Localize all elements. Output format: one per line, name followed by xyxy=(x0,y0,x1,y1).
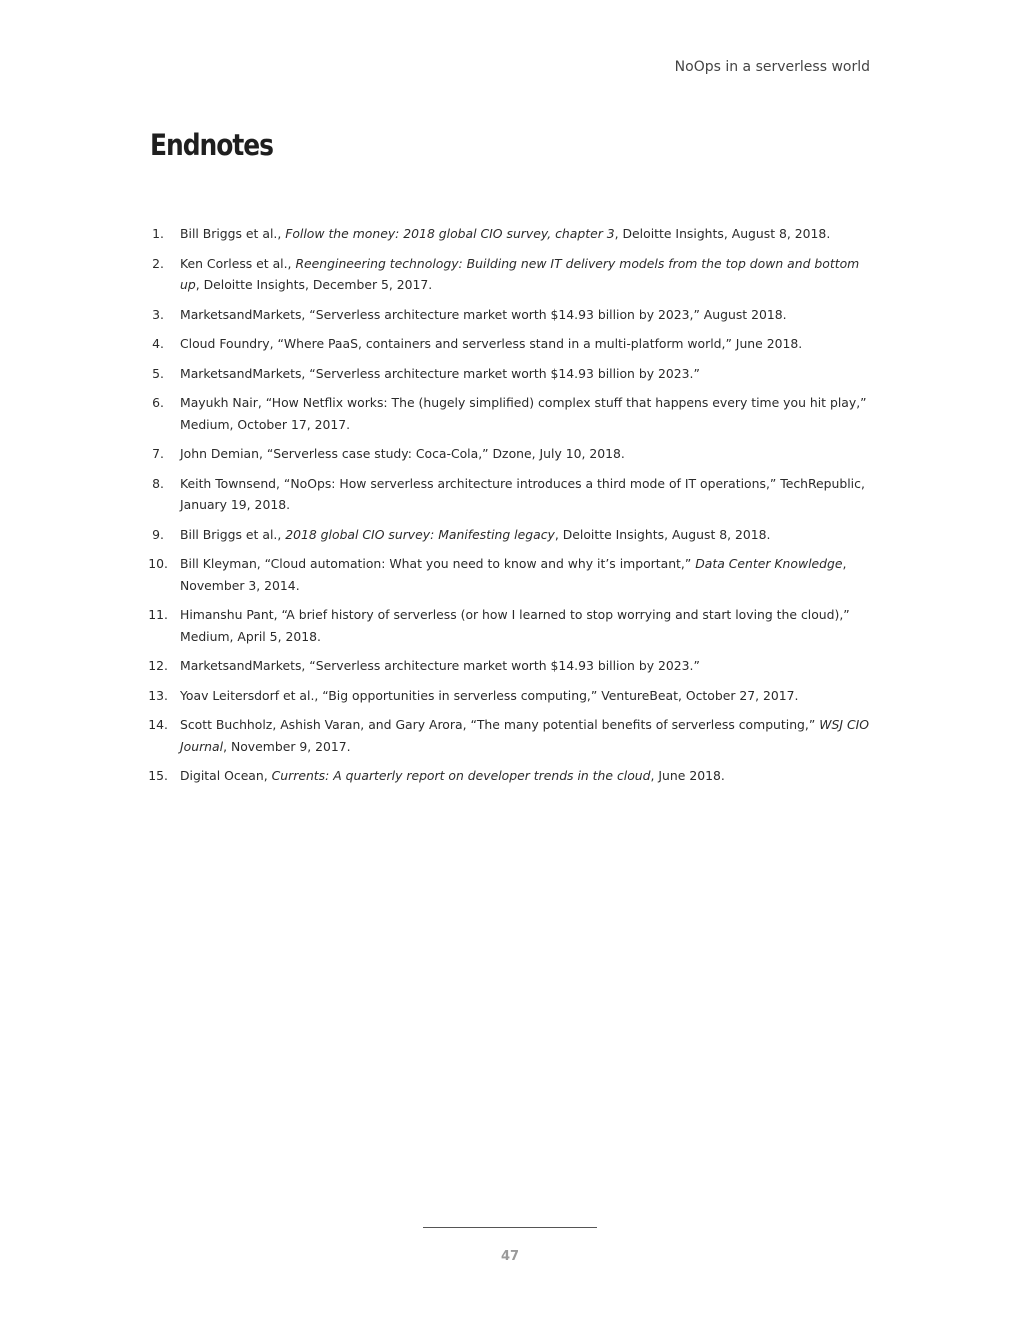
endnote-text-segment: , Deloitte Insights, August 8, 2018. xyxy=(554,526,771,542)
endnote-number: 10. xyxy=(148,556,168,571)
endnote-item xyxy=(150,524,880,546)
endnote-text xyxy=(180,446,625,461)
endnote-text xyxy=(180,395,867,432)
endnote-text-segment: Bill Kleyman, “Cloud automation: What you need to know and why it’s important,” xyxy=(180,556,696,571)
endnote-text xyxy=(180,717,869,754)
endnote-number: 12. xyxy=(148,658,168,673)
endnote-text-segment: MarketsandMarkets, “Serverless architecture market worth $14.93 billion by 2023,” August 2018. xyxy=(180,306,787,322)
endnote-text xyxy=(180,307,787,322)
endnote-number: 8. xyxy=(152,475,164,491)
endnote-number: 11. xyxy=(148,607,168,622)
endnote-text-segment: , November 9, 2017. xyxy=(223,738,351,754)
endnote-text xyxy=(180,366,700,381)
endnote-item xyxy=(150,304,880,326)
endnote-italic-title: WSJ CIO Journal xyxy=(180,717,870,754)
endnote-text-segment: Bill Briggs et al., xyxy=(180,226,286,241)
endnote-text-segment: Keith Townsend, “NoOps: How serverless architecture introduces a third mode of IT operations,” TechRepublic, January 19, 2018. xyxy=(180,475,865,512)
endnote-number: 6. xyxy=(152,395,164,410)
endnote-number: 4. xyxy=(152,336,164,351)
endnote-text-segment: Mayukh Nair, “How Netflix works: The (hugely simplified) complex stuff that happens every time you hit play,” Medium, October 17, 2017. xyxy=(180,395,867,432)
endnote-number: 15. xyxy=(148,768,168,783)
endnote-text xyxy=(180,476,865,513)
endnote-text-segment: Scott Buchholz, Ashish Varan, and Gary Arora, “The many potential benefits of serverless computing,” xyxy=(180,717,820,732)
endnote-text-segment: Bill Briggs et al., xyxy=(180,526,286,542)
endnotes-list xyxy=(150,223,880,795)
endnote-number: 9. xyxy=(152,526,164,542)
endnote-text xyxy=(180,688,798,703)
endnote-item xyxy=(150,604,880,647)
endnote-text-segment: Ken Corless et al., xyxy=(180,255,296,271)
endnote-item xyxy=(150,253,880,296)
endnote-item xyxy=(150,473,880,516)
endnote-item xyxy=(150,765,880,787)
endnote-text xyxy=(180,226,830,241)
endnote-text-segment: Himanshu Pant, “A brief history of serverless (or how I learned to stop worrying and start loving the cloud),” Medium, April 5, 2018. xyxy=(180,607,850,644)
endnote-item xyxy=(150,363,880,385)
endnote-number: 14. xyxy=(148,717,168,732)
endnote-text xyxy=(180,527,771,542)
endnote-text-segment: John Demian, “Serverless case study: Coca-Cola,” Dzone, July 10, 2018. xyxy=(180,446,625,461)
endnote-text-segment: Yoav Leitersdorf et al., “Big opportunities in serverless computing,” VentureBeat, October 27, 2017. xyxy=(180,687,799,703)
endnote-number: 5. xyxy=(152,365,164,381)
page-title: Endnotes xyxy=(150,128,273,162)
endnote-text xyxy=(180,658,700,673)
endnote-italic-title: Currents: A quarterly report on developer trends in the cloud xyxy=(271,768,651,783)
endnote-item xyxy=(150,443,880,465)
endnote-item xyxy=(150,223,880,245)
endnote-italic-title: 2018 global CIO survey: Manifesting legacy xyxy=(285,526,555,542)
endnote-number: 3. xyxy=(152,306,164,322)
endnote-text xyxy=(180,556,846,593)
endnote-number: 1. xyxy=(152,226,164,241)
endnote-text-segment: , Deloitte Insights, August 8, 2018. xyxy=(614,226,831,241)
endnote-number: 13. xyxy=(148,687,168,703)
endnote-item xyxy=(150,685,880,707)
endnote-text-segment: MarketsandMarkets, “Serverless architecture market worth $14.93 billion by 2023.” xyxy=(180,658,700,673)
page-number: 47 xyxy=(500,1249,520,1264)
running-header: NoOps in a serverless world xyxy=(674,59,870,75)
endnote-text-segment: , November 3, 2014. xyxy=(180,556,847,593)
endnote-item xyxy=(150,714,880,757)
endnote-text-segment: , Deloitte Insights, December 5, 2017. xyxy=(195,277,433,292)
endnote-item xyxy=(150,553,880,596)
endnote-item xyxy=(150,333,880,355)
endnote-item xyxy=(150,392,880,435)
endnote-item xyxy=(150,655,880,677)
endnote-italic-title: Follow the money: 2018 global CIO survey, chapter 3 xyxy=(285,226,615,241)
endnote-text-segment: Cloud Foundry, “Where PaaS, containers and serverless stand in a multi-platform world,” June 2018. xyxy=(180,336,803,351)
endnote-italic-title: Data Center Knowledge xyxy=(695,556,843,571)
endnote-number: 2. xyxy=(152,255,164,271)
endnote-text-segment: MarketsandMarkets, “Serverless architecture market worth $14.93 billion by 2023.” xyxy=(180,365,700,381)
endnote-text-segment: , June 2018. xyxy=(650,768,725,783)
endnote-text xyxy=(180,336,802,351)
endnote-text xyxy=(180,607,850,644)
footer-rule xyxy=(423,1227,597,1228)
endnote-text xyxy=(180,256,859,293)
endnote-number: 7. xyxy=(152,446,164,461)
endnote-italic-title: Reengineering technology: Building new IT delivery models from the top down and bottom up xyxy=(180,255,860,292)
endnote-text xyxy=(180,768,725,783)
endnote-text-segment: Digital Ocean, xyxy=(180,768,272,783)
